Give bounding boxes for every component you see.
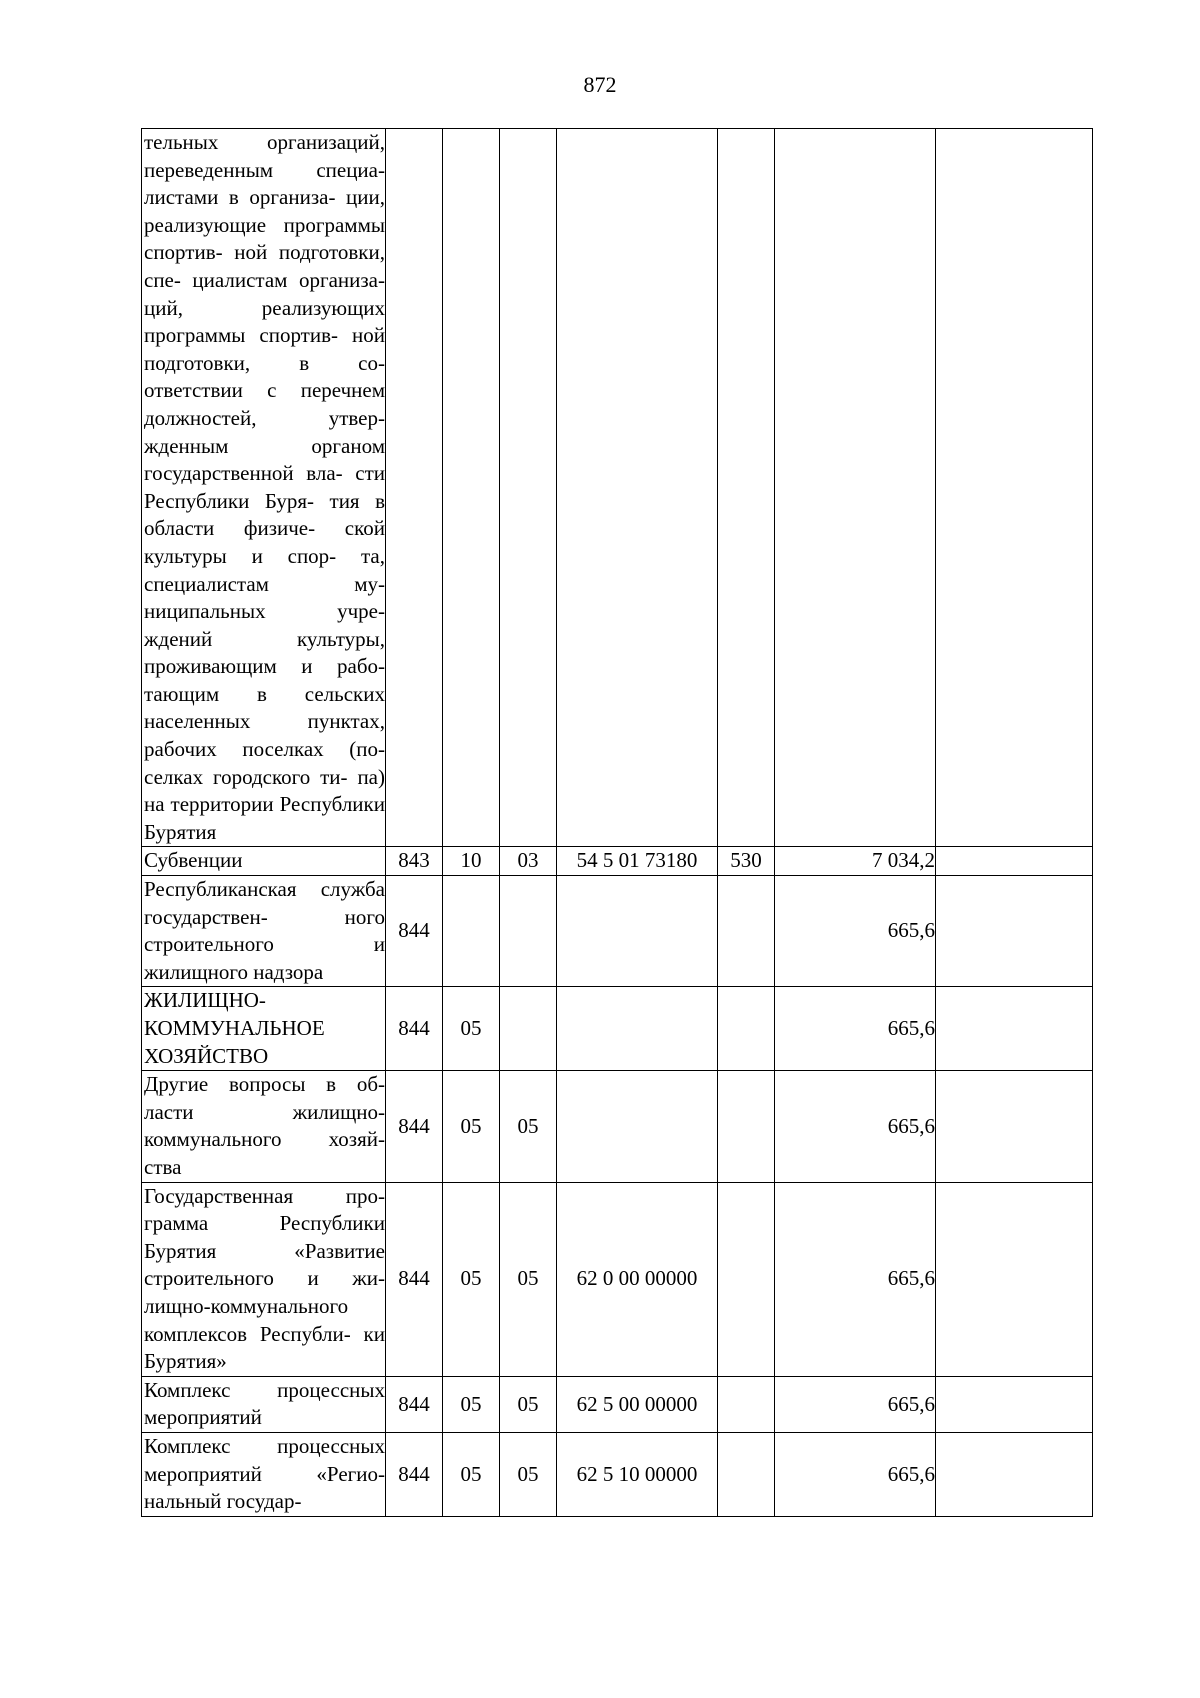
grbs-cell: 844 bbox=[386, 1376, 443, 1432]
amount-cell: 665,6 bbox=[775, 987, 936, 1071]
expense-type-cell bbox=[718, 1071, 775, 1182]
section-cell: 05 bbox=[443, 1071, 500, 1182]
expense-type-cell bbox=[718, 1432, 775, 1516]
section-cell: 05 bbox=[443, 1432, 500, 1516]
table-row bbox=[142, 1432, 1093, 1516]
grbs-cell: 844 bbox=[386, 1432, 443, 1516]
grbs-cell: 843 bbox=[386, 847, 443, 876]
amount-cell bbox=[775, 129, 936, 847]
table-row bbox=[142, 1071, 1093, 1182]
amount-cell: 7 034,2 bbox=[775, 847, 936, 876]
table-row bbox=[142, 1376, 1093, 1432]
target-item-cell: 54 5 01 73180 bbox=[557, 847, 718, 876]
row-name-cell: Республиканская служба государствен- ного строительного и жилищного надзора bbox=[142, 876, 386, 987]
expense-type-cell bbox=[718, 129, 775, 847]
row-name-cell: Комплекс процессных мероприятий «Регио- нальный государ- bbox=[142, 1432, 386, 1516]
row-name-cell: ЖИЛИЩНО- КОММУНАЛЬНОЕ ХОЗЯЙСТВО bbox=[142, 987, 386, 1071]
row-name-cell: Другие вопросы в об- ласти жилищно- коммунального хозяй- ства bbox=[142, 1071, 386, 1182]
section-cell: 05 bbox=[443, 1182, 500, 1376]
grbs-cell: 844 bbox=[386, 1071, 443, 1182]
empty-cell bbox=[936, 987, 1093, 1071]
section-cell: 05 bbox=[443, 1376, 500, 1432]
empty-cell bbox=[936, 129, 1093, 847]
empty-cell bbox=[936, 1432, 1093, 1516]
expense-type-cell bbox=[718, 1182, 775, 1376]
expense-type-cell bbox=[718, 1376, 775, 1432]
target-item-cell bbox=[557, 987, 718, 1071]
target-item-cell bbox=[557, 129, 718, 847]
page-number: 872 bbox=[583, 72, 617, 97]
subsection-cell bbox=[500, 876, 557, 987]
grbs-cell bbox=[386, 129, 443, 847]
section-cell bbox=[443, 129, 500, 847]
row-name-cell: Комплекс процессных мероприятий bbox=[142, 1376, 386, 1432]
target-item-cell bbox=[557, 1071, 718, 1182]
expense-type-cell: 530 bbox=[718, 847, 775, 876]
expense-type-cell bbox=[718, 987, 775, 1071]
table-row bbox=[142, 129, 1093, 847]
empty-cell bbox=[936, 1376, 1093, 1432]
empty-cell bbox=[936, 847, 1093, 876]
amount-cell: 665,6 bbox=[775, 1432, 936, 1516]
target-item-cell bbox=[557, 876, 718, 987]
subsection-cell: 03 bbox=[500, 847, 557, 876]
subsection-cell: 05 bbox=[500, 1182, 557, 1376]
table-row bbox=[142, 1182, 1093, 1376]
section-cell: 05 bbox=[443, 987, 500, 1071]
target-item-cell: 62 5 10 00000 bbox=[557, 1432, 718, 1516]
target-item-cell: 62 5 00 00000 bbox=[557, 1376, 718, 1432]
budget-table bbox=[141, 128, 1093, 1517]
subsection-cell: 05 bbox=[500, 1432, 557, 1516]
section-cell bbox=[443, 876, 500, 987]
amount-cell: 665,6 bbox=[775, 876, 936, 987]
subsection-cell: 05 bbox=[500, 1071, 557, 1182]
row-name-cell: тельных организаций, переведенным специа- листами в организа- ции, реализующие программы спортив- ной подготовки, спе- циалистам организа- ций, реализующих программы спортив- ной подготовки, в со- ответствии с перечнем должностей, утвер- жденным органом государственной вла- сти Республики Буря- тия в области физиче- ской культуры и спор- та, специалистам му- ниципальных учре- ждений культуры, проживающим и рабо- тающим в сельских населенных пунктах, рабочих поселках (по- селках городского ти- па) на территории Республики Бурятия bbox=[142, 129, 386, 847]
grbs-cell: 844 bbox=[386, 987, 443, 1071]
subsection-cell bbox=[500, 129, 557, 847]
amount-cell: 665,6 bbox=[775, 1071, 936, 1182]
amount-cell: 665,6 bbox=[775, 1182, 936, 1376]
empty-cell bbox=[936, 1071, 1093, 1182]
row-name-cell: Государственная про- грамма Республики Бурятия «Развитие строительного и жи- лищно-коммунального комплексов Республи- ки Бурятия» bbox=[142, 1182, 386, 1376]
amount-cell: 665,6 bbox=[775, 1376, 936, 1432]
grbs-cell: 844 bbox=[386, 1182, 443, 1376]
table-row bbox=[142, 847, 1093, 876]
table-row bbox=[142, 987, 1093, 1071]
expense-type-cell bbox=[718, 876, 775, 987]
table-row bbox=[142, 876, 1093, 987]
grbs-cell: 844 bbox=[386, 876, 443, 987]
target-item-cell: 62 0 00 00000 bbox=[557, 1182, 718, 1376]
subsection-cell bbox=[500, 987, 557, 1071]
empty-cell bbox=[936, 876, 1093, 987]
subsection-cell: 05 bbox=[500, 1376, 557, 1432]
empty-cell bbox=[936, 1182, 1093, 1376]
row-name-cell: Субвенции bbox=[142, 847, 386, 876]
section-cell: 10 bbox=[443, 847, 500, 876]
